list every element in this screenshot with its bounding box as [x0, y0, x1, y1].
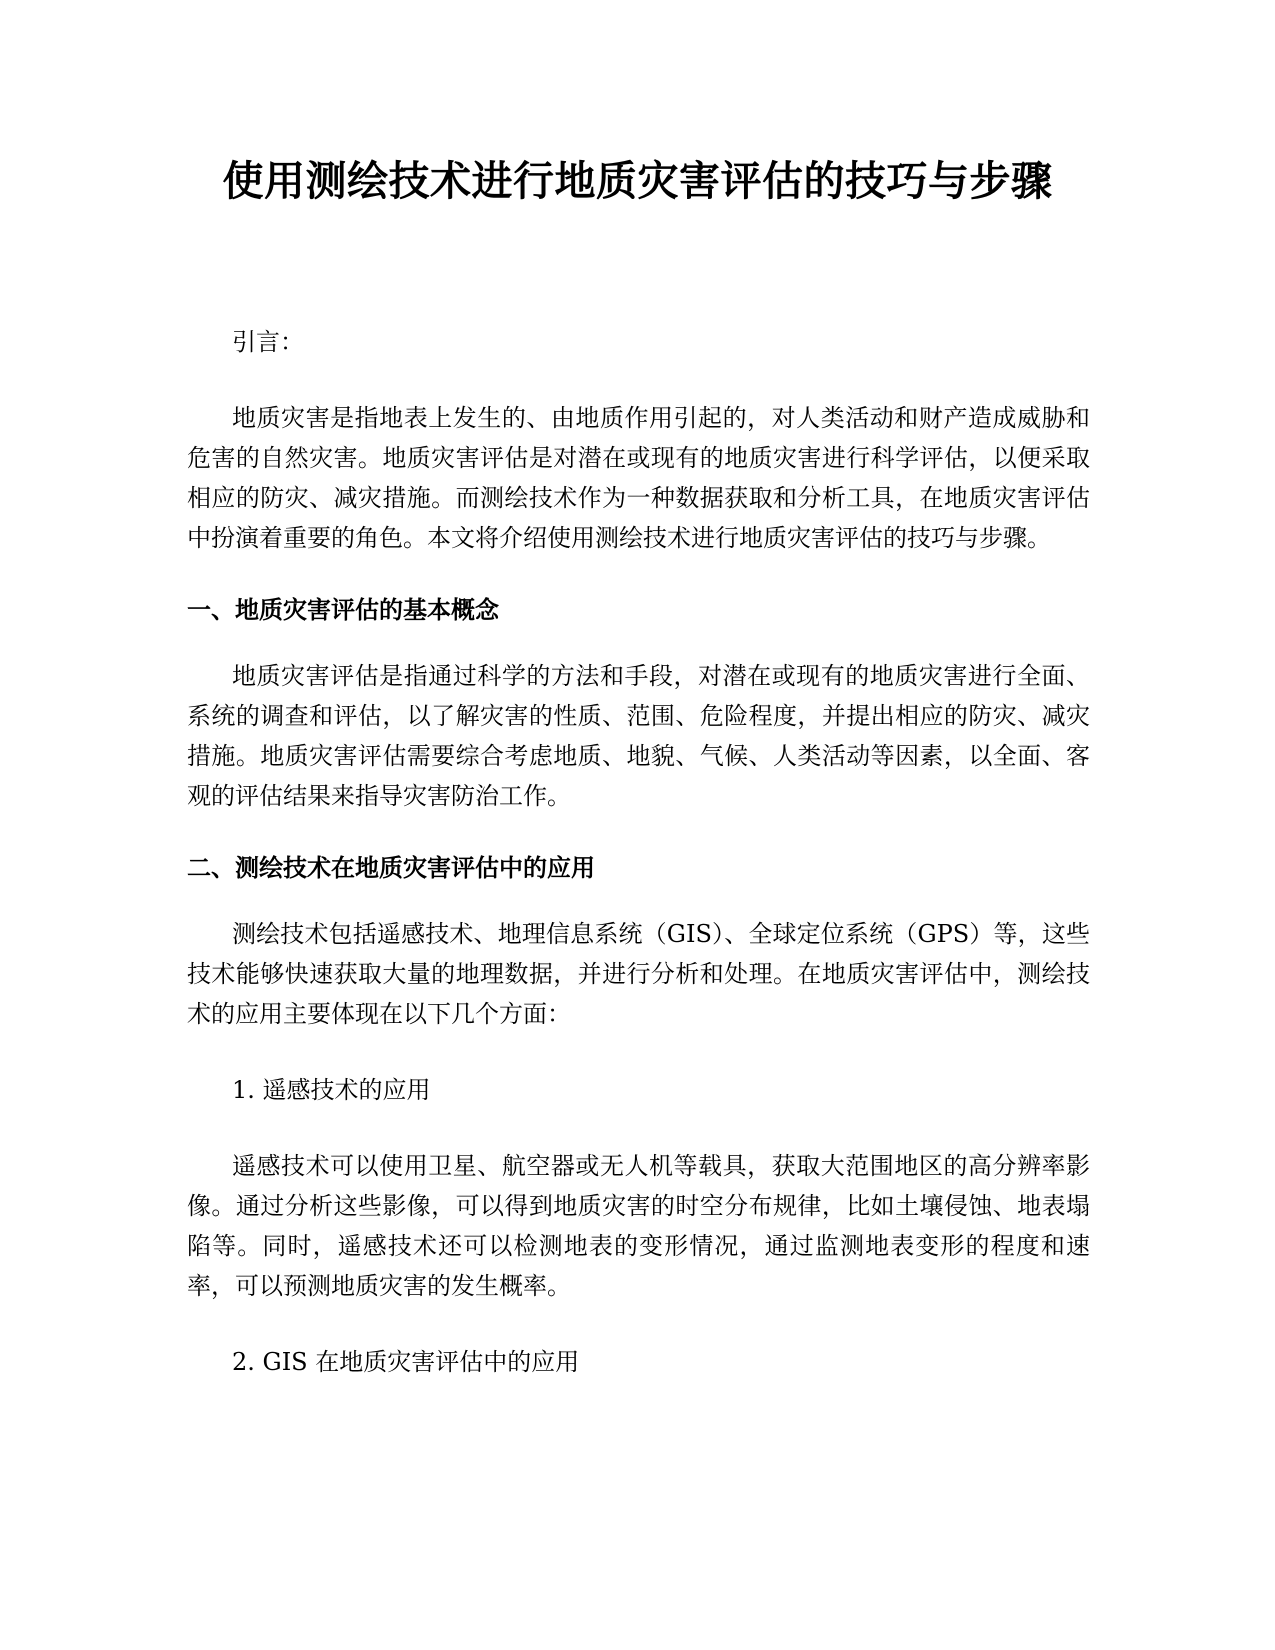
intro-label: 引言： [232, 328, 304, 356]
document-body [187, 322, 1090, 1382]
section-1-heading: 一、地质灾害评估的基本概念 [187, 596, 499, 624]
document-title: 使用测绘技术进行地质灾害评估的技巧与步骤 [222, 157, 1053, 205]
section-2-heading: 二、测绘技术在地质灾害评估中的应用 [187, 854, 595, 882]
item-1-paragraph: 遥感技术可以使用卫星、航空器或无人机等载具，获取大范围地区的高分辨率影像。通过分析这些影像，可以得到地质灾害的时空分布规律，比如土壤侵蚀、地表塌陷等。同时，遥感技术还可以检测地表的变形情况，通过监测地表变形的程度和速率，可以预测地质灾害的发生概率。 [187, 1152, 1090, 1300]
intro-paragraph: 地质灾害是指地表上发生的、由地质作用引起的，对人类活动和财产造成威胁和危害的自然灾害。地质灾害评估是对潜在或现有的地质灾害进行科学评估，以便采取相应的防灾、减灾措施。而测绘技术作为一种数据获取和分析工具，在地质灾害评估中扮演着重要的角色。本文将介绍使用测绘技术进行地质灾害评估的技巧与步骤。 [187, 404, 1090, 552]
section-1-paragraph: 地质灾害评估是指通过科学的方法和手段，对潜在或现有的地质灾害进行全面、系统的调查和评估，以了解灾害的性质、范围、危险程度，并提出相应的防灾、减灾措施。地质灾害评估需要综合考虑地质、地貌、气候、人类活动等因素，以全面、客观的评估结果来指导灾害防治工作。 [187, 662, 1090, 810]
item-1-heading: 1. 遥感技术的应用 [232, 1076, 431, 1104]
section-2-paragraph: 测绘技术包括遥感技术、地理信息系统（GIS）、全球定位系统（GPS）等，这些技术能够快速获取大量的地理数据，并进行分析和处理。在地质灾害评估中，测绘技术的应用主要体现在以下几个方面： [187, 920, 1090, 1028]
item-2-heading: 2. GIS 在地质灾害评估中的应用 [232, 1348, 580, 1376]
